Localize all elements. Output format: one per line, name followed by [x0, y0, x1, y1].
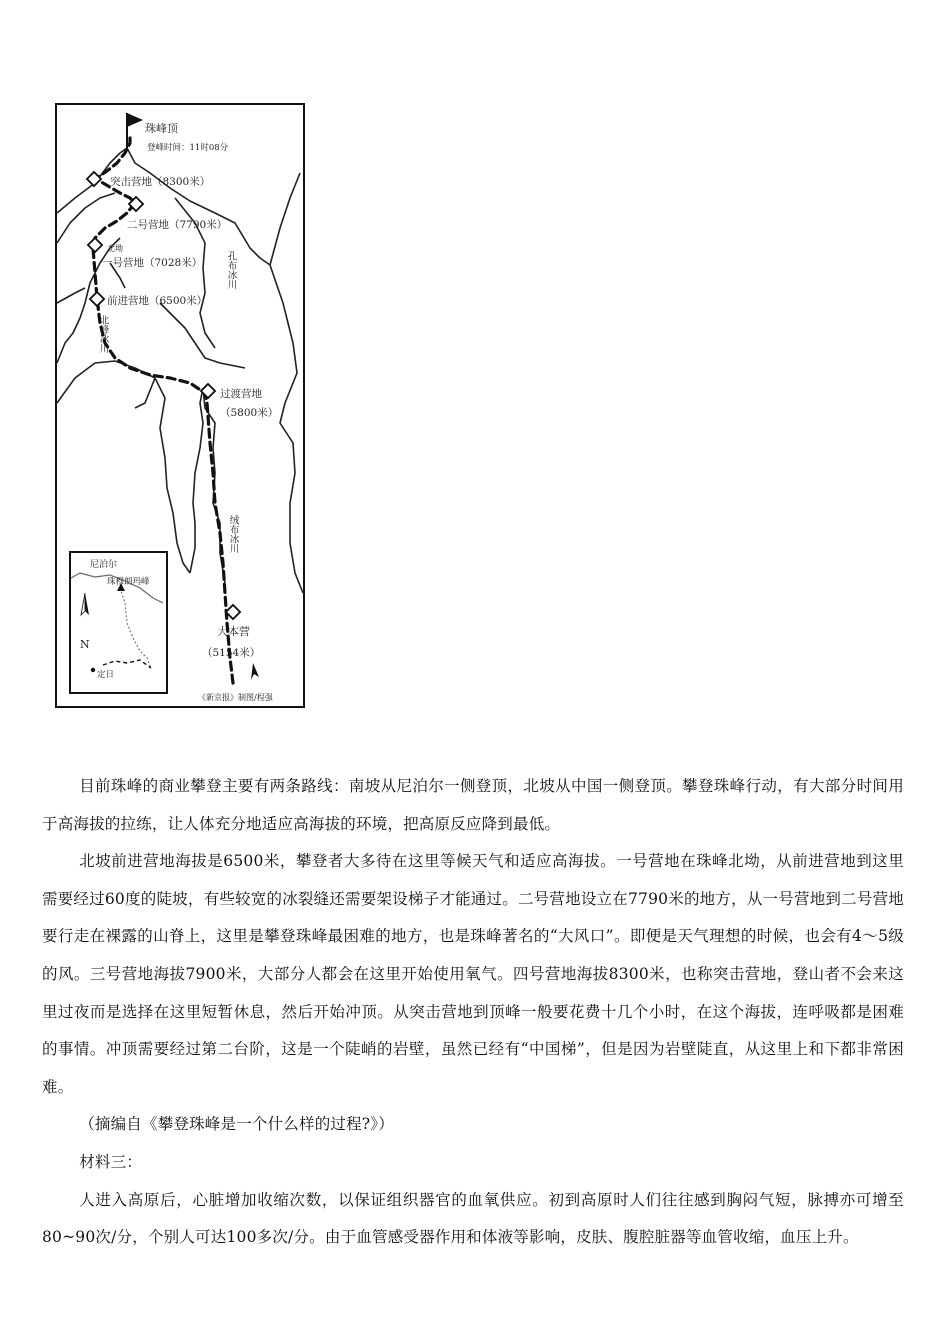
camp-label-transit-alt: （5800米） [220, 407, 279, 419]
glacier-label-rongbuk: 绒布冰川 [227, 515, 239, 553]
inset-town-icon [91, 668, 95, 672]
inset-frame [70, 552, 167, 693]
summit-time-label: 登峰时间：11时08分 [147, 143, 229, 153]
inset-peak-label: 珠穆朗玛峰 [107, 577, 150, 587]
camp-label-assault: 突击营地（8300米） [110, 176, 211, 188]
camp-label-base-alt: （5154米） [202, 647, 261, 659]
inset-town-label: 定日 [97, 670, 115, 680]
source-citation: （摘编自《攀登珠峰是一个什么样的过程?》） [79, 1115, 394, 1134]
inset-country-label: 尼泊尔 [90, 560, 118, 570]
camp-label-north-col: 北坳 [107, 244, 123, 253]
article-text [42, 768, 904, 1257]
map-svg [55, 103, 305, 708]
inset-map [70, 552, 167, 693]
everest-route-map [55, 103, 305, 708]
summit-label: 珠峰顶 [145, 122, 178, 135]
camp-label-transit: 过渡营地 [220, 388, 262, 400]
map-credit: 《新京报》制图/程强 [198, 693, 273, 702]
inset-north-label: N [80, 638, 90, 651]
camp-label-advanced: 前进营地（6500米） [107, 295, 208, 307]
camp-label-2: 二号营地（7790米） [127, 219, 228, 231]
camp-label-1: 一号营地（7028米） [102, 257, 203, 269]
camp-label-base: 大本营 [217, 625, 250, 638]
paragraph-altitude-physiology: 人进入高原后，心脏增加收缩次数，以保证组织器官的血氧供应。初到高原时人们往往感到胸闷气短，脉搏亦可增至80~90次/分，个别人可达100多次/分。由于血管感受器作用和体液等影响，皮肤、腹腔脏器等血管收缩，血压上升。 [42, 1190, 904, 1247]
paragraph-intro: 目前珠峰的商业攀登主要有两条路线：南坡从尼泊尔一侧登顶，北坡从中国一侧登顶。攀登珠峰行动，有大部分时间用于高海拔的拉练，让人体充分地适应高海拔的环境，把高原反应降到最低。 [42, 777, 904, 833]
glacier-label-khumbu: 孔布冰川 [225, 251, 237, 289]
glacier-label-north-peak: 北峰冰川 [97, 315, 109, 353]
paragraph-north-route: 北坡前进营地海拔是6500米，攀登者大多待在这里等候天气和适应高海拔。一号营地在珠峰北坳，从前进营地到这里需要经过60度的陡坡，有些较宽的冰裂缝还需要架设梯子才能通过。二号营地设立在7790米的地方，从一号营地到二号营地要行走在裸露的山脊上，这里是攀登珠峰最困难的地方，也是珠峰著名的“大风口”。即便是天气理想的时候，也会有4～5级的风。三号营地海拔7900米，大部分人都会在这里开始使用氧气。四号营地海拔8300米，也称突击营地，登山者不会来这里过夜而是选择在这里短暂休息，然后开始冲顶。从突击营地到顶峰一般要花费十几个小时，在这个海拔，连呼吸都是困难的事情。冲顶需要经过第二台阶，这是一个陡峭的岩壁，虽然已经有“中国梯”，但是因为岩壁陡直，从这里上和下都非常困难。 [42, 852, 904, 1096]
material-heading: 材料三： [79, 1152, 142, 1171]
